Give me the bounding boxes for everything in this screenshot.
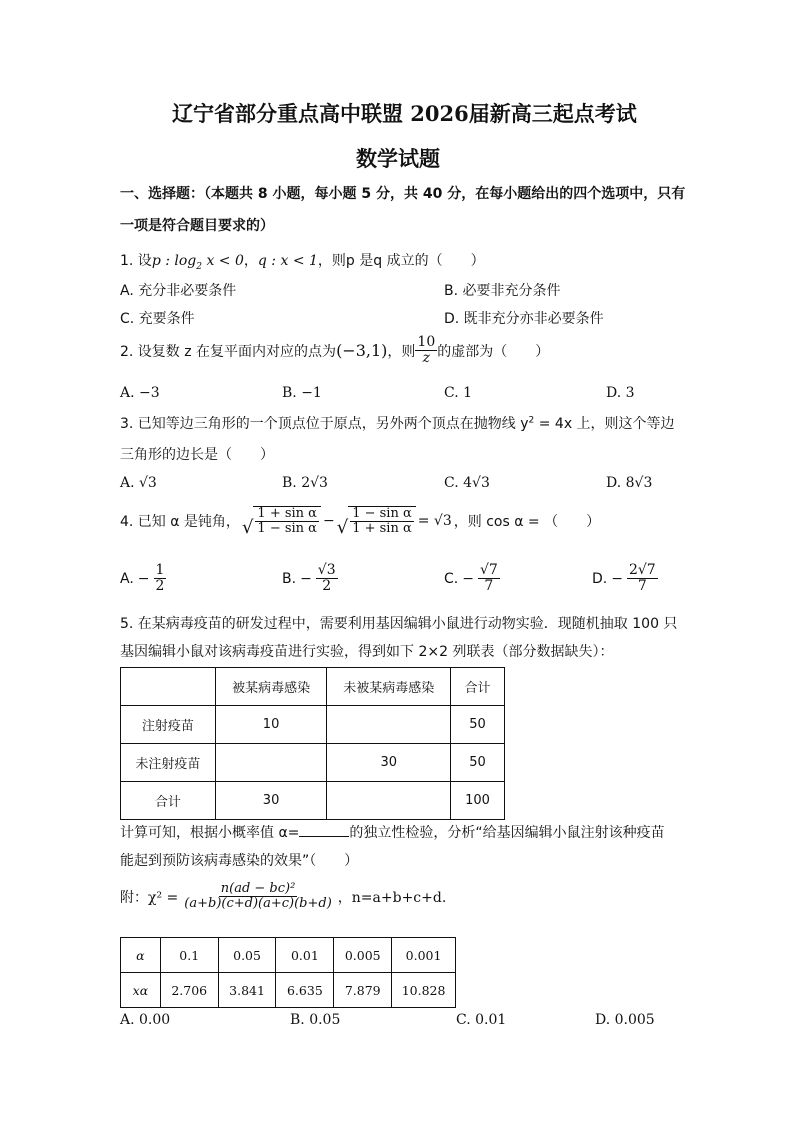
- table-cell: [121, 668, 216, 706]
- q2-point: (−3,1): [336, 341, 388, 361]
- table-cell: 10.828: [392, 973, 456, 1008]
- contingency-table: [120, 667, 505, 820]
- table-cell: 未被某病毒感染: [327, 668, 451, 706]
- q4-option-a: A. − $\frac{1}{2}$: [120, 562, 165, 595]
- question-5-line2: 基因编辑小鼠对该病毒疫苗进行实验，得到如下 2×2 列联表（部分数据缺失）：: [120, 644, 614, 660]
- table-cell: 0.1: [160, 938, 218, 973]
- q2-prefix: 2. 设复数 z 在复平面内对应的点为: [120, 343, 337, 360]
- table-cell: 0.001: [392, 938, 456, 973]
- q1-suffix: ，则p 是q 成立的（ ）: [317, 253, 485, 269]
- table-cell: 0.01: [276, 938, 334, 973]
- table-row: [121, 973, 456, 1008]
- table-cell: 0.05: [218, 938, 276, 973]
- q2-fraction: $\frac{10}{z}$: [417, 334, 436, 367]
- q2-option-c: C. 1: [444, 385, 473, 401]
- question-3-line1: 3. 已知等边三角形的一个顶点位于原点，另外两个顶点在抛物线 $y^2 = 4x$ 上，则这个等边: [120, 415, 675, 432]
- q2-suffix: 的虚部为（ ）: [437, 343, 550, 360]
- question-3-line2: 三角形的边长是（ ）: [120, 447, 274, 463]
- table-cell: 注射疫苗: [121, 706, 216, 744]
- q5-option-d: D. 0.005: [595, 1012, 655, 1028]
- question-5-after-line1: 计算可知，根据小概率值 α= 的独立性检验，分析“给基因编辑小鼠注射该种疫苗: [120, 825, 665, 841]
- q3-option-a: A. √3: [120, 475, 157, 491]
- q3-option-d: D. 8√3: [606, 475, 653, 491]
- q4-option-b: B. − $\frac{√3}{2}$: [282, 562, 336, 595]
- q1-p-condition: p : $\log_2 x < 0$: [151, 253, 244, 272]
- question-5-after-line2: 能起到预防该病毒感染的效果”（ ）: [120, 853, 359, 869]
- question-1: 1. 设p : $\log_2 x < 0$，q : x < 1，则p 是q 成立的（ ）: [120, 253, 485, 272]
- table-cell: α: [121, 938, 161, 973]
- table-cell: 0.005: [334, 938, 392, 973]
- q1-q-condition: q : x < 1: [257, 253, 318, 269]
- table-cell: 被某病毒感染: [215, 668, 327, 706]
- q5-option-a: A. 0.00: [120, 1012, 171, 1028]
- table-row: [121, 668, 505, 706]
- q3-option-c: C. 4√3: [444, 475, 490, 491]
- section-heading-line2: 一项是符合题目要求的）: [120, 218, 274, 234]
- q4-radical-1: √ $\frac{\text{1 + sin α}}{\text{1 − sin α}}$: [242, 506, 321, 537]
- table-row: [121, 782, 505, 820]
- table-cell: [327, 706, 451, 744]
- q4-suffix: ，则 cos α = （ ）: [453, 514, 601, 531]
- q4-equals: = √3: [417, 513, 452, 530]
- q2-option-b: B. −1: [282, 385, 322, 401]
- table-cell: 6.635: [276, 973, 334, 1008]
- q4-prefix: 4. 已知 α 是钝角，: [120, 514, 240, 531]
- table-cell: 2.706: [160, 973, 218, 1008]
- q2-option-d: D. 3: [606, 385, 635, 401]
- q4-radical-2: √ $\frac{\text{1 − sin α}}{\text{1 + sin α}}$: [337, 506, 416, 537]
- table-cell: 3.841: [218, 973, 276, 1008]
- q1-option-c: C. 充要条件: [120, 311, 195, 327]
- q2-option-a: A. −3: [120, 385, 160, 401]
- answer-blank: [299, 824, 349, 837]
- exam-title: 辽宁省部分重点高中联盟 2026届新高三起点考试: [172, 101, 637, 126]
- table-row: [121, 706, 505, 744]
- table-cell: 50: [451, 706, 505, 744]
- q4-option-d: D. − $\frac{2√7}{7}$: [592, 562, 656, 595]
- q3-option-b: B. 2√3: [282, 475, 328, 491]
- question-5-line1: 5. 在某病毒疫苗的研发过程中，需要利用基因编辑小鼠进行动物实验．现随机抽取 100 只: [120, 616, 678, 632]
- q1-prefix: 1. 设: [120, 253, 152, 269]
- table-cell: 未注射疫苗: [121, 744, 216, 782]
- table-row: [121, 938, 456, 973]
- q1-option-a: A. 充分非必要条件: [120, 283, 237, 299]
- question-2: 2. 设复数 z 在复平面内对应的点为 (−3,1) ，则 $\frac{10}{z}$ 的虚部为（ ）: [120, 334, 550, 367]
- table-cell: [327, 782, 451, 820]
- table-cell: 30: [327, 744, 451, 782]
- table-cell: 合计: [121, 782, 216, 820]
- question-4: 4. 已知 α 是钝角， √ $\frac{\text{1 + sin α}}{\text{1 − sin α}}$ − √ $\frac{\text{1 − sin α}}{\text{1 + sin α}}$ = √3 ，则 cos α = （ ）: [120, 506, 601, 538]
- q5-option-b: B. 0.05: [290, 1012, 341, 1028]
- table-cell: 50: [451, 744, 505, 782]
- table-row: [121, 744, 505, 782]
- q4-option-c: C. − $\frac{√7}{7}$: [444, 562, 498, 595]
- q1-option-b: B. 必要非充分条件: [444, 283, 561, 299]
- table-cell: 10: [215, 706, 327, 744]
- table-cell: [215, 744, 327, 782]
- critical-value-table: [120, 937, 456, 1008]
- q1-option-d: D. 既非充分亦非必要条件: [444, 311, 604, 327]
- table-cell: 7.879: [334, 973, 392, 1008]
- q5-option-c: C. 0.01: [456, 1012, 507, 1028]
- table-cell: 合计: [451, 668, 505, 706]
- exam-subtitle: 数学试题: [356, 146, 440, 171]
- chi-square-formula: 附：χ² = $\frac{\text{n(ad − bc)²}}{(a+b)(c+d)(a+c)(b+d)}$ ，n=a+b+c+d.: [120, 881, 447, 912]
- table-cell: 100: [451, 782, 505, 820]
- table-cell: 30: [215, 782, 327, 820]
- table-cell: xα: [121, 973, 161, 1008]
- section-heading-line1: 一、选择题：（本题共 8 小题，每小题 5 分，共 40 分，在每小题给出的四个选项中，只有: [120, 186, 686, 202]
